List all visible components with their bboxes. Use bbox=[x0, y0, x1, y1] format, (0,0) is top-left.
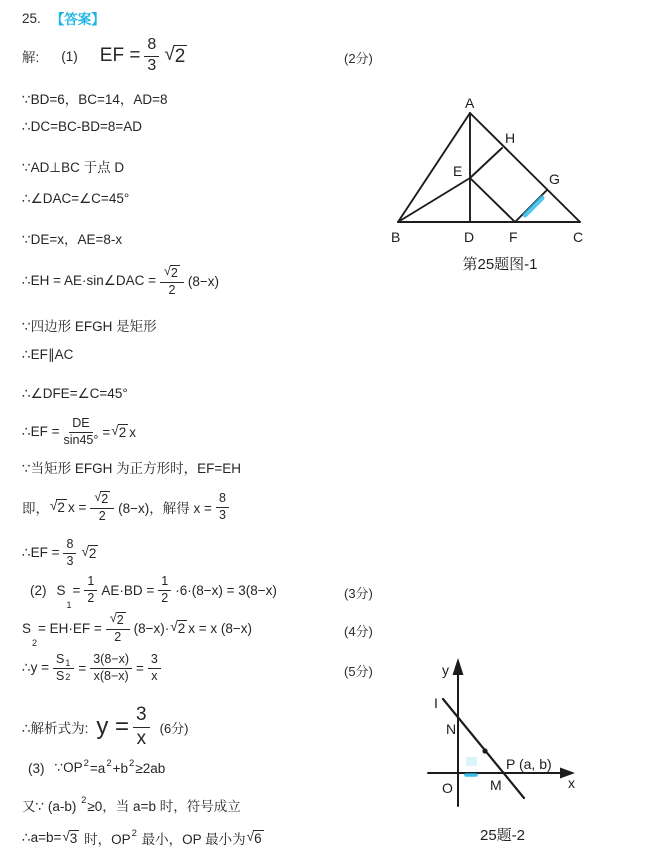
answer-header bbox=[22, 8, 105, 28]
axis-label-x: x bbox=[568, 775, 575, 791]
numerator: 3(8−x) bbox=[90, 653, 132, 669]
answer-title: 【答案】 bbox=[50, 12, 105, 27]
formula-text: = EH·EF = bbox=[38, 620, 102, 636]
radicand: 6 bbox=[254, 830, 262, 846]
formula-text: +b bbox=[112, 760, 129, 776]
solution-line-solve bbox=[22, 487, 233, 527]
numerator: 1 bbox=[84, 575, 97, 591]
point-label-p: P (a, b) bbox=[506, 756, 552, 772]
fraction bbox=[63, 538, 76, 568]
solution-line: ∵AD⊥BC 于点 D bbox=[22, 160, 125, 175]
denominator: 2 bbox=[98, 509, 106, 524]
solution-line: ∵DE=x，AE=8-x bbox=[22, 232, 123, 247]
formula-text: x bbox=[129, 424, 136, 440]
formula-text: ∴y = bbox=[22, 660, 49, 675]
question-number: 25. bbox=[22, 10, 41, 26]
numerator: 3 bbox=[148, 653, 161, 669]
numerator: DE bbox=[69, 417, 92, 433]
subscript: 1 bbox=[66, 600, 72, 610]
numerator bbox=[90, 491, 114, 509]
step-number: (3) bbox=[28, 760, 45, 776]
radical-sign: √ bbox=[62, 828, 70, 844]
solution-line-y bbox=[22, 648, 165, 688]
fraction bbox=[144, 37, 159, 75]
vertex-label-h: H bbox=[505, 130, 516, 146]
denominator: sin45° bbox=[63, 433, 99, 447]
solution-line-s1 bbox=[30, 572, 277, 608]
fraction bbox=[133, 705, 150, 749]
vertex-label-f: F bbox=[509, 229, 518, 245]
radical-sign: √ bbox=[109, 610, 117, 625]
radical bbox=[94, 491, 110, 506]
fraction bbox=[160, 265, 184, 298]
solution-line-final bbox=[22, 704, 189, 750]
vertex-label-c: C bbox=[573, 229, 584, 245]
radicand: 2 bbox=[177, 620, 186, 636]
score-5: (5分) bbox=[344, 664, 373, 679]
fraction bbox=[148, 653, 161, 683]
radicand: 2 bbox=[174, 45, 186, 67]
denominator: x bbox=[136, 728, 147, 749]
numerator: 8 bbox=[216, 492, 229, 508]
solution-line-s2 bbox=[22, 610, 252, 646]
numerator bbox=[106, 612, 130, 630]
solution-line-min bbox=[22, 828, 265, 848]
point-p-dot bbox=[482, 748, 487, 753]
denominator: x(8−x) bbox=[93, 669, 129, 683]
superscript: 2 bbox=[131, 827, 137, 839]
radical-sign: √ bbox=[170, 618, 178, 634]
numerator: 3 bbox=[133, 705, 150, 727]
denominator: 3 bbox=[218, 508, 226, 522]
formula-text: ∴EF = bbox=[22, 424, 60, 439]
cyan-smudge bbox=[466, 757, 477, 766]
vertex-label-d: D bbox=[464, 229, 475, 245]
radical bbox=[247, 830, 264, 847]
solution-line: ∴∠DAC=∠C=45° bbox=[22, 191, 130, 206]
radical-sign: √ bbox=[111, 422, 119, 438]
line-imn bbox=[443, 699, 524, 798]
formula-text: ∵OP bbox=[54, 760, 83, 775]
formula-ef bbox=[100, 37, 189, 75]
formula-text: (8−x)，解得 x = bbox=[118, 501, 212, 516]
subscript: 2 bbox=[65, 672, 71, 682]
formula-text: S bbox=[56, 582, 66, 598]
radicand: 2 bbox=[57, 499, 65, 515]
fraction bbox=[216, 492, 229, 522]
formula-y-equals bbox=[96, 705, 153, 749]
numerator: 8 bbox=[144, 37, 159, 56]
y-axis-arrow bbox=[453, 658, 464, 675]
formula-text: y = bbox=[96, 713, 130, 740]
radical bbox=[111, 424, 128, 441]
score-3: (3分) bbox=[344, 586, 373, 601]
step-number: (1) bbox=[61, 48, 78, 64]
formula-text: (8−x) bbox=[187, 273, 219, 289]
radicand: 2 bbox=[116, 612, 124, 627]
axis-label-y: y bbox=[442, 662, 449, 678]
numerator: 1 bbox=[158, 575, 171, 591]
formula-text: EF = bbox=[99, 45, 141, 66]
figure1-caption: 第25题图-1 bbox=[462, 256, 538, 273]
denominator: 3 bbox=[147, 57, 157, 74]
subscript: 1 bbox=[65, 657, 71, 668]
fraction bbox=[84, 575, 97, 605]
radical-sign: √ bbox=[164, 263, 171, 278]
fraction bbox=[63, 417, 98, 447]
formula-text: AE·BD = bbox=[101, 582, 155, 598]
formula-text: 最小，OP 最小为 bbox=[137, 832, 246, 847]
formula-text: x = bbox=[67, 499, 87, 515]
figure-triangle bbox=[385, 92, 615, 274]
formula-text: ·6·(8−x) = 3(8−x) bbox=[175, 582, 277, 598]
superscript: 2 bbox=[129, 757, 135, 769]
formula-text: S bbox=[55, 669, 65, 683]
fraction bbox=[53, 653, 74, 683]
denominator: 2 bbox=[161, 591, 169, 605]
fraction bbox=[90, 653, 132, 683]
fraction bbox=[90, 491, 114, 524]
solution-line: ∵当矩形 EFGH 为正方形时，EF=EH bbox=[22, 461, 241, 476]
radical bbox=[164, 45, 187, 68]
formula-text: 时，OP bbox=[80, 832, 131, 847]
fraction bbox=[158, 575, 171, 605]
solution-line-op bbox=[28, 757, 166, 776]
radical-sign: √ bbox=[164, 43, 175, 65]
denominator: 2 bbox=[168, 283, 176, 298]
figure-graph bbox=[415, 650, 590, 845]
solution-line-ef2 bbox=[22, 412, 136, 452]
numerator bbox=[160, 265, 184, 283]
radical-sign: √ bbox=[94, 489, 102, 504]
radicand: 2 bbox=[88, 545, 97, 561]
radical bbox=[110, 612, 126, 627]
denominator: x bbox=[151, 669, 158, 683]
score-4: (4分) bbox=[344, 624, 373, 639]
formula-text: ≥2ab bbox=[135, 760, 166, 776]
radical bbox=[164, 265, 180, 280]
triangle-lines bbox=[398, 113, 580, 222]
superscript: 2 bbox=[83, 757, 89, 769]
denominator: 2 bbox=[114, 630, 122, 645]
subscript: 2 bbox=[32, 638, 38, 648]
radical-sign: √ bbox=[246, 828, 255, 844]
radicand: 2 bbox=[170, 265, 178, 280]
numerator bbox=[53, 653, 74, 669]
vertex-label-g: G bbox=[549, 171, 560, 187]
solve-label: 解: bbox=[22, 50, 40, 65]
step-number: (2) bbox=[30, 582, 47, 598]
radical bbox=[50, 499, 67, 516]
solution-line: ∴DC=BC-BD=8=AD bbox=[22, 119, 143, 134]
solution-line: ∵BD=6，BC=14，AD=8 bbox=[22, 92, 168, 107]
solution-line-ef3 bbox=[22, 533, 99, 573]
denominator: 2 bbox=[87, 591, 95, 605]
radical bbox=[81, 545, 98, 562]
solution-line-eh bbox=[22, 262, 219, 300]
vertex-label-e: E bbox=[453, 163, 463, 179]
formula-text: = bbox=[136, 660, 144, 676]
vertex-label-b: B bbox=[391, 229, 401, 245]
point-label-n: N bbox=[446, 721, 457, 737]
score-2: (2分) bbox=[344, 51, 373, 66]
formula-text: ∴EH = AE·sin∠DAC = bbox=[22, 273, 156, 288]
formula-text: S bbox=[22, 620, 32, 636]
radical-sign: √ bbox=[50, 497, 58, 513]
origin-label: O bbox=[442, 780, 453, 796]
formula-text: S bbox=[55, 651, 65, 666]
formula-text: = bbox=[78, 660, 87, 676]
formula-text: =a bbox=[89, 760, 106, 776]
figure2-caption: 25题-2 bbox=[479, 827, 526, 844]
formula-text: ∴a=b= bbox=[22, 830, 62, 845]
solution-line: ∴EF∥AC bbox=[22, 347, 74, 362]
triangle-diagram bbox=[385, 92, 615, 250]
numerator: 8 bbox=[63, 538, 76, 554]
radical-sign: √ bbox=[81, 543, 89, 559]
fraction bbox=[106, 612, 130, 645]
formula-text: 又∵ (a-b) bbox=[22, 799, 81, 814]
denominator: 3 bbox=[66, 554, 74, 568]
point-label-m: M bbox=[490, 777, 502, 793]
coordinate-diagram bbox=[415, 650, 590, 815]
formula-text: = bbox=[102, 424, 111, 440]
radical bbox=[62, 830, 79, 847]
formula-text: = bbox=[72, 582, 81, 598]
score-6: (6分) bbox=[159, 720, 189, 736]
radical bbox=[170, 620, 187, 637]
formula-text: 即， bbox=[22, 501, 49, 516]
superscript: 2 bbox=[106, 757, 112, 769]
superscript: 2 bbox=[81, 794, 87, 806]
radicand: 2 bbox=[118, 424, 127, 440]
cyan-highlight-mark bbox=[525, 198, 542, 215]
formula-text: ∴EF = bbox=[22, 545, 60, 560]
solution-line-1 bbox=[22, 34, 188, 78]
radicand: 2 bbox=[101, 491, 109, 506]
denominator bbox=[56, 669, 71, 684]
formula-text: ∴解析式为: bbox=[22, 721, 89, 736]
solution-line-ab bbox=[22, 795, 241, 815]
point-label-i: I bbox=[434, 695, 438, 711]
formula-text: (8−x)· bbox=[133, 620, 170, 636]
vertex-label-a: A bbox=[465, 95, 475, 111]
solution-line: ∴∠DFE=∠C=45° bbox=[22, 386, 128, 401]
formula-text: x = x (8−x) bbox=[188, 620, 252, 636]
radicand: 3 bbox=[69, 830, 78, 846]
solution-line: ∵四边形 EFGH 是矩形 bbox=[22, 319, 157, 334]
formula-text: ≥0，当 a=b 时，符号成立 bbox=[87, 799, 241, 814]
